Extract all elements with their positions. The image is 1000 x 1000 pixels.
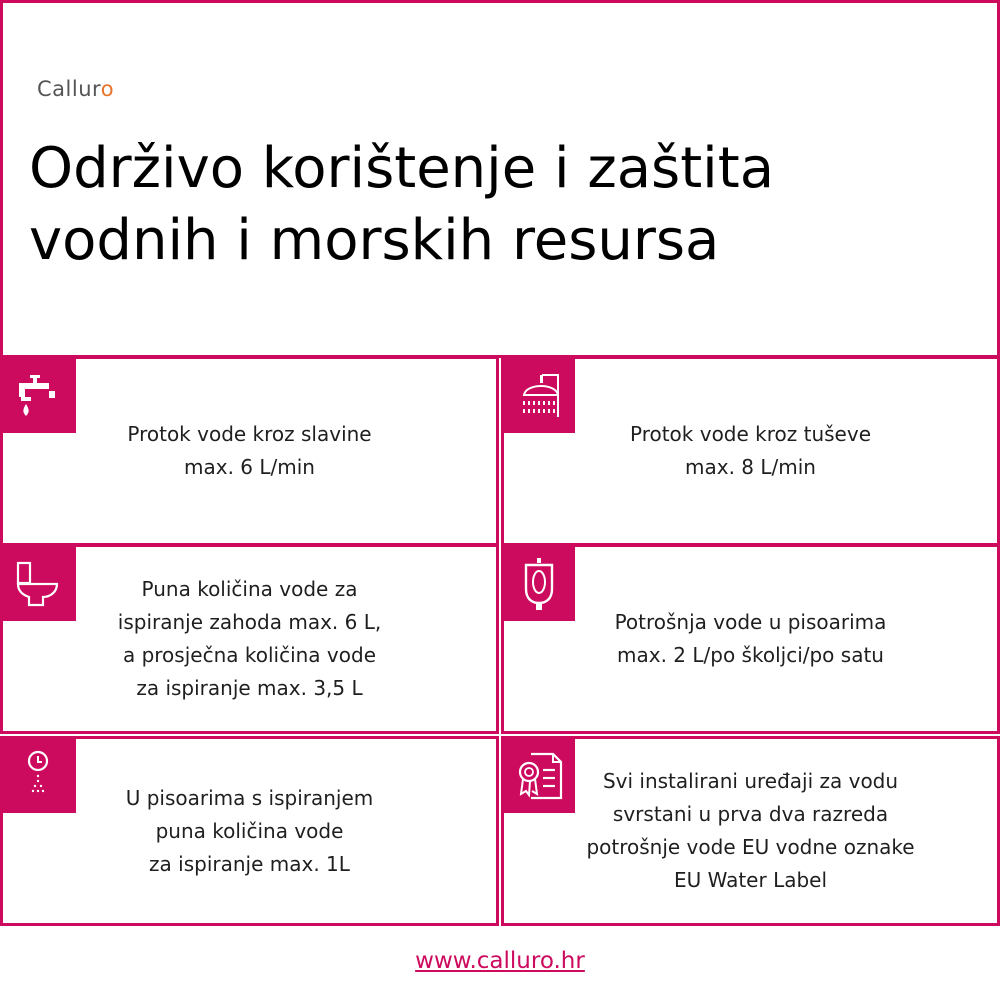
cell-urinal: [501, 544, 1000, 734]
cell-text-timer-flush: [126, 782, 374, 881]
cell-text-urinal: [615, 606, 887, 672]
cell-text-shower: [630, 418, 871, 484]
logo-accent: o: [100, 77, 115, 101]
certificate-icon: [511, 748, 567, 804]
certificate-line-3: potrošnje vode EU vodne oznake: [586, 835, 915, 859]
certificate-line-4: EU Water Label: [673, 868, 828, 892]
header-panel: [0, 0, 1000, 358]
timer-flush-line-3: za ispiranje max. 1L: [149, 851, 350, 876]
page-title: [29, 133, 969, 277]
cell-text-toilet: [118, 573, 381, 705]
timer-flush-line-1: U pisoarima s ispiranjem: [125, 785, 374, 810]
toilet-line-4: za ispiranje max. 3,5 L: [136, 676, 363, 700]
shower-icon: [512, 369, 566, 423]
cell-text-certificate: [586, 765, 914, 897]
urinal-line-1: Potrošnja vode u pisoarima: [614, 610, 887, 634]
shower-line-2: max. 8 L/min: [685, 455, 816, 479]
certificate-icon-box: [503, 739, 575, 813]
certificate-line-1: Svi instalirani uređaji za vodu: [602, 769, 899, 793]
toilet-icon: [11, 557, 65, 611]
shower-line-1: Protok vode kroz tuševe: [629, 422, 871, 446]
title-line-2: vodnih i morskih resursa: [29, 208, 720, 273]
toilet-line-3: a prosječna količina vode: [122, 643, 376, 667]
faucet-line-1: Protok vode kroz slavine: [127, 422, 372, 446]
faucet-icon-box: [0, 359, 76, 433]
title-line-1: Održivo korištenje i zaštita: [29, 136, 775, 201]
certificate-line-2: svrstani u prva dva razreda: [612, 802, 889, 826]
urinal-line-2: max. 2 L/po školjci/po satu: [617, 643, 884, 667]
faucet-icon: [13, 371, 63, 421]
cell-shower: [501, 356, 1000, 546]
cell-text-faucet: [127, 418, 371, 484]
urinal-icon: [514, 555, 564, 613]
urinal-icon-box: [503, 547, 575, 621]
toilet-icon-box: [0, 547, 76, 621]
toilet-line-2: ispiranje zahoda max. 6 L,: [117, 610, 382, 634]
toilet-line-1: Puna količina vode za: [141, 577, 358, 601]
cell-certificate: [501, 736, 1000, 926]
calluro-logo: [37, 77, 114, 101]
faucet-line-2: max. 6 L/min: [184, 455, 315, 479]
shower-icon-box: [503, 359, 575, 433]
logo-text: Callur: [37, 77, 101, 101]
timer-flush-line-2: puna količina vode: [155, 818, 344, 843]
website-link[interactable]: www.calluro.hr: [415, 948, 585, 974]
timer-flush-icon-box: [0, 739, 76, 813]
timer-flush-icon: [18, 747, 58, 805]
